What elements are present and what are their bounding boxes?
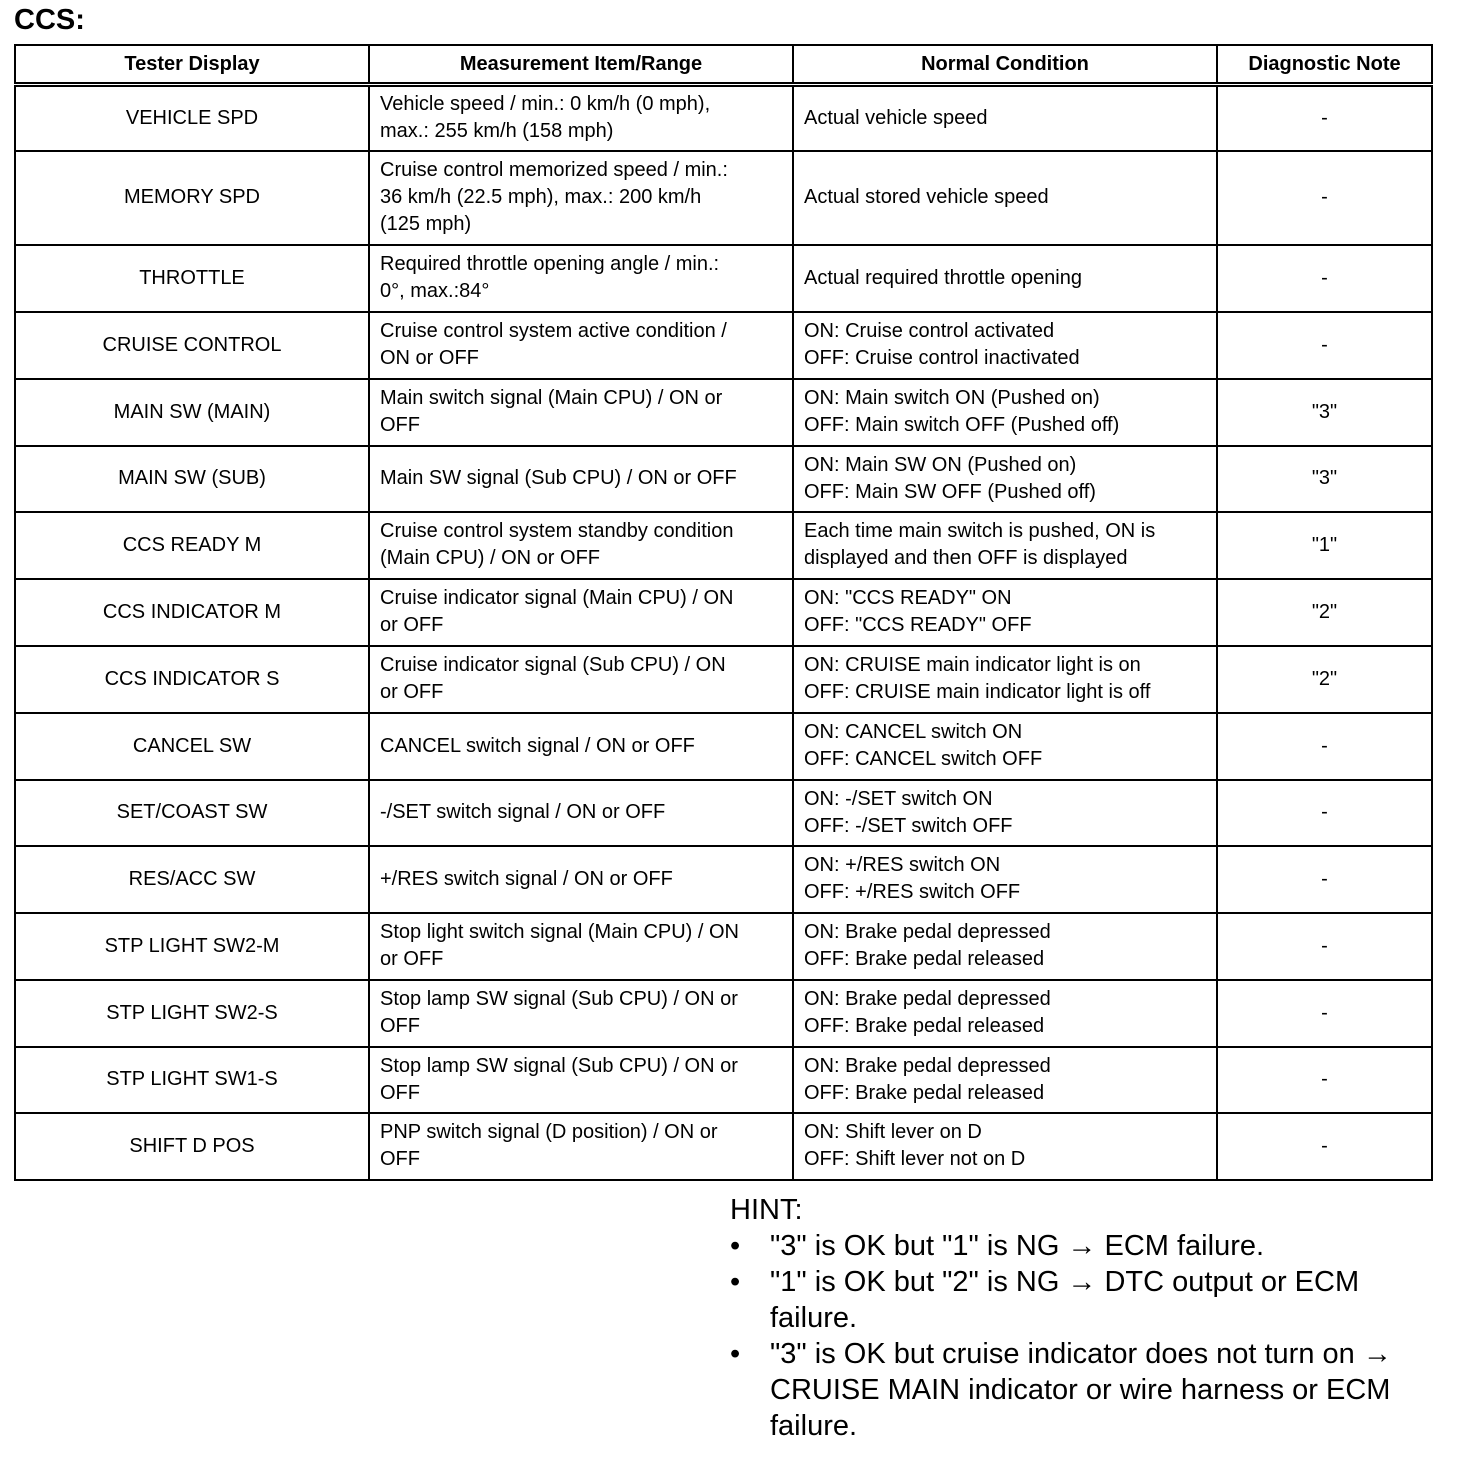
measurement-line: or OFF [380,614,444,636]
measurement-line: Required throttle opening angle / min.: [380,253,720,275]
diagnostic-note-cell: "2" [1217,579,1432,646]
measurement-line: 0°, max.:84° [380,280,490,302]
normal-condition-line: ON: Main SW ON (Pushed on) [804,453,1077,476]
table-row [15,1047,1432,1113]
measurement-cell [369,1047,793,1113]
measurement-line: ON or OFF [380,347,479,369]
tester-display-cell: CCS READY M [15,512,369,579]
table-row [15,245,1432,312]
normal-condition-cell [793,913,1217,980]
diagnostic-note-cell: - [1217,312,1432,379]
table-row [15,646,1432,713]
hint-item [730,1336,1450,1444]
tester-display-cell: CANCEL SW [15,713,369,780]
normal-condition-line: OFF: Brake pedal released [804,948,1045,970]
header-measurement: Measurement Item/Range [369,45,793,85]
section-title: CCS: [14,4,85,36]
normal-condition-line: ON: Main switch ON (Pushed on) [804,387,1100,409]
measurement-cell [369,913,793,980]
measurement-line: max.: 255 km/h (158 mph) [380,120,614,143]
normal-condition-cell [793,579,1217,646]
measurement-line: (125 mph) [380,213,472,235]
diagnostic-note-cell: "3" [1217,379,1432,446]
normal-condition-line: ON: Shift lever on D [804,1121,982,1143]
tester-display-cell: STP LIGHT SW2-M [15,913,369,980]
table-row [15,312,1432,379]
measurement-cell [369,846,793,913]
tester-display-cell: THROTTLE [15,245,369,312]
table-row [15,713,1432,780]
tester-display-cell: MEMORY SPD [15,151,369,245]
table-row [15,913,1432,980]
tester-display-cell: CCS INDICATOR M [15,579,369,646]
normal-condition-cell [793,512,1217,579]
diagnostic-note-cell: "2" [1217,646,1432,713]
measurement-line: PNP switch signal (D position) / ON or [380,1121,718,1143]
measurement-line: OFF [380,1081,420,1104]
hint-title: HINT: [730,1194,803,1226]
diagnostic-note-cell: - [1217,780,1432,846]
normal-condition-line: OFF: +/RES switch OFF [804,881,1021,903]
normal-condition-line: OFF: Cruise control inactivated [804,347,1080,369]
normal-condition-line: OFF: Shift lever not on D [804,1148,1026,1170]
tester-display-cell: MAIN SW (MAIN) [15,379,369,446]
table-row [15,85,1432,151]
normal-condition-cell [793,446,1217,512]
normal-condition-line: Actual stored vehicle speed [804,186,1049,208]
normal-condition-cell [793,1113,1217,1180]
table-row [15,379,1432,446]
table-row [15,846,1432,913]
normal-condition-line: Actual required throttle opening [804,266,1082,289]
measurement-line: Stop lamp SW signal (Sub CPU) / ON or [380,988,738,1010]
measurement-cell [369,980,793,1047]
measurement-cell [369,446,793,512]
measurement-line: Vehicle speed / min.: 0 km/h (0 mph), [380,93,711,116]
table-row [15,780,1432,846]
normal-condition-line: OFF: CRUISE main indicator light is off [804,681,1151,703]
bullet-icon: • [730,1338,741,1370]
normal-condition-line: ON: Brake pedal depressed [804,988,1051,1010]
table-row [15,446,1432,512]
normal-condition-line: ON: CANCEL switch ON [804,721,1023,743]
measurement-cell [369,579,793,646]
normal-condition-cell [793,713,1217,780]
table-row [15,151,1432,245]
measurement-cell [369,713,793,780]
normal-condition-line: Actual vehicle speed [804,106,988,129]
tester-display-cell: SET/COAST SW [15,780,369,846]
diagnostic-note-cell: - [1217,245,1432,312]
measurement-line: -/SET switch signal / ON or OFF [380,801,666,823]
normal-condition-line: ON: +/RES switch ON [804,854,1001,876]
tester-display-cell: VEHICLE SPD [15,85,369,151]
tester-display-cell: SHIFT D POS [15,1113,369,1180]
measurement-line: Cruise indicator signal (Sub CPU) / ON [380,654,726,676]
table-row [15,980,1432,1047]
measurement-line: Stop light switch signal (Main CPU) / ON [380,921,740,943]
normal-condition-line: ON: Cruise control activated [804,320,1055,342]
normal-condition-line: OFF: "CCS READY" OFF [804,614,1032,636]
diagnostic-note-cell: - [1217,846,1432,913]
normal-condition-line: ON: CRUISE main indicator light is on [804,654,1141,676]
measurement-line: OFF [380,414,420,436]
hint-text: "1" is OK but "2" is NG → DTC output or ECM failure. [770,1266,1360,1334]
hint-item [730,1264,1450,1336]
measurement-line: 36 km/h (22.5 mph), max.: 200 km/h [380,186,702,208]
header-tester-display: Tester Display [15,45,369,85]
measurement-line: OFF [380,1015,420,1037]
measurement-line: Stop lamp SW signal (Sub CPU) / ON or [380,1054,738,1077]
measurement-line: Main SW signal (Sub CPU) / ON or OFF [380,467,737,489]
diagnostic-note-cell: - [1217,1113,1432,1180]
measurement-cell [369,780,793,846]
normal-condition-line: displayed and then OFF is displayed [804,547,1128,569]
table-body [15,85,1432,1180]
ccs-data-table [14,44,1433,1181]
diagnostic-note-cell: - [1217,151,1432,245]
measurement-cell [369,151,793,245]
normal-condition-cell [793,1047,1217,1113]
diagnostic-note-cell: - [1217,85,1432,151]
normal-condition-cell [793,245,1217,312]
diagnostic-note-cell: - [1217,980,1432,1047]
normal-condition-line: OFF: Brake pedal released [804,1081,1045,1104]
tester-display-cell: CCS INDICATOR S [15,646,369,713]
measurement-cell [369,245,793,312]
normal-condition-cell [793,85,1217,151]
header-diagnostic-note: Diagnostic Note [1217,45,1432,85]
bullet-icon: • [730,1230,741,1262]
normal-condition-line: ON: "CCS READY" ON [804,587,1012,609]
normal-condition-cell [793,646,1217,713]
normal-condition-line: ON: Brake pedal depressed [804,1054,1051,1077]
normal-condition-cell [793,379,1217,446]
diagnostic-note-cell: - [1217,913,1432,980]
normal-condition-cell [793,780,1217,846]
measurement-cell [369,85,793,151]
table-row [15,512,1432,579]
table-row [15,1113,1432,1180]
measurement-line: Cruise indicator signal (Main CPU) / ON [380,587,734,609]
hint-text: "3" is OK but cruise indicator does not turn on → CRUISE MAIN indicator or wire harness or ECM failure. [770,1338,1392,1442]
normal-condition-cell [793,980,1217,1047]
measurement-line: OFF [380,1148,420,1170]
measurement-cell [369,646,793,713]
measurement-line: or OFF [380,681,444,703]
tester-display-cell: MAIN SW (SUB) [15,446,369,512]
measurement-cell [369,379,793,446]
diagnostic-note-cell: "1" [1217,512,1432,579]
measurement-line: Cruise control system active condition / [380,320,727,342]
tester-display-cell: CRUISE CONTROL [15,312,369,379]
measurement-line: (Main CPU) / ON or OFF [380,547,601,569]
diagnostic-note-cell: "3" [1217,446,1432,512]
measurement-line: +/RES switch signal / ON or OFF [380,867,673,890]
diagnostic-note-cell: - [1217,1047,1432,1113]
hint-list [730,1228,1450,1444]
normal-condition-line: Each time main switch is pushed, ON is [804,520,1156,542]
measurement-cell [369,1113,793,1180]
measurement-line: Cruise control memorized speed / min.: [380,159,728,181]
measurement-line: Cruise control system standby condition [380,520,734,542]
normal-condition-cell [793,846,1217,913]
measurement-line: CANCEL switch signal / ON or OFF [380,734,695,757]
hint-text: "3" is OK but "1" is NG → ECM failure. [770,1230,1265,1262]
measurement-cell [369,512,793,579]
normal-condition-line: ON: -/SET switch ON [804,787,993,810]
normal-condition-line: ON: Brake pedal depressed [804,921,1051,943]
tester-display-cell: STP LIGHT SW2-S [15,980,369,1047]
table-row [15,579,1432,646]
header-normal-condition: Normal Condition [793,45,1217,85]
measurement-cell [369,312,793,379]
normal-condition-line: OFF: Brake pedal released [804,1015,1045,1037]
diagnostic-note-cell: - [1217,713,1432,780]
normal-condition-cell [793,312,1217,379]
bullet-icon: • [730,1266,741,1298]
measurement-line: Main switch signal (Main CPU) / ON or [380,387,723,409]
normal-condition-line: OFF: Main SW OFF (Pushed off) [804,480,1096,503]
normal-condition-line: OFF: -/SET switch OFF [804,814,1013,837]
tester-display-cell: RES/ACC SW [15,846,369,913]
table-header-row [15,45,1432,85]
normal-condition-line: OFF: CANCEL switch OFF [804,748,1043,770]
normal-condition-cell [793,151,1217,245]
hint-block [730,1192,1450,1444]
measurement-line: or OFF [380,948,444,970]
tester-display-cell: STP LIGHT SW1-S [15,1047,369,1113]
normal-condition-line: OFF: Main switch OFF (Pushed off) [804,414,1120,436]
hint-item [730,1228,1450,1264]
